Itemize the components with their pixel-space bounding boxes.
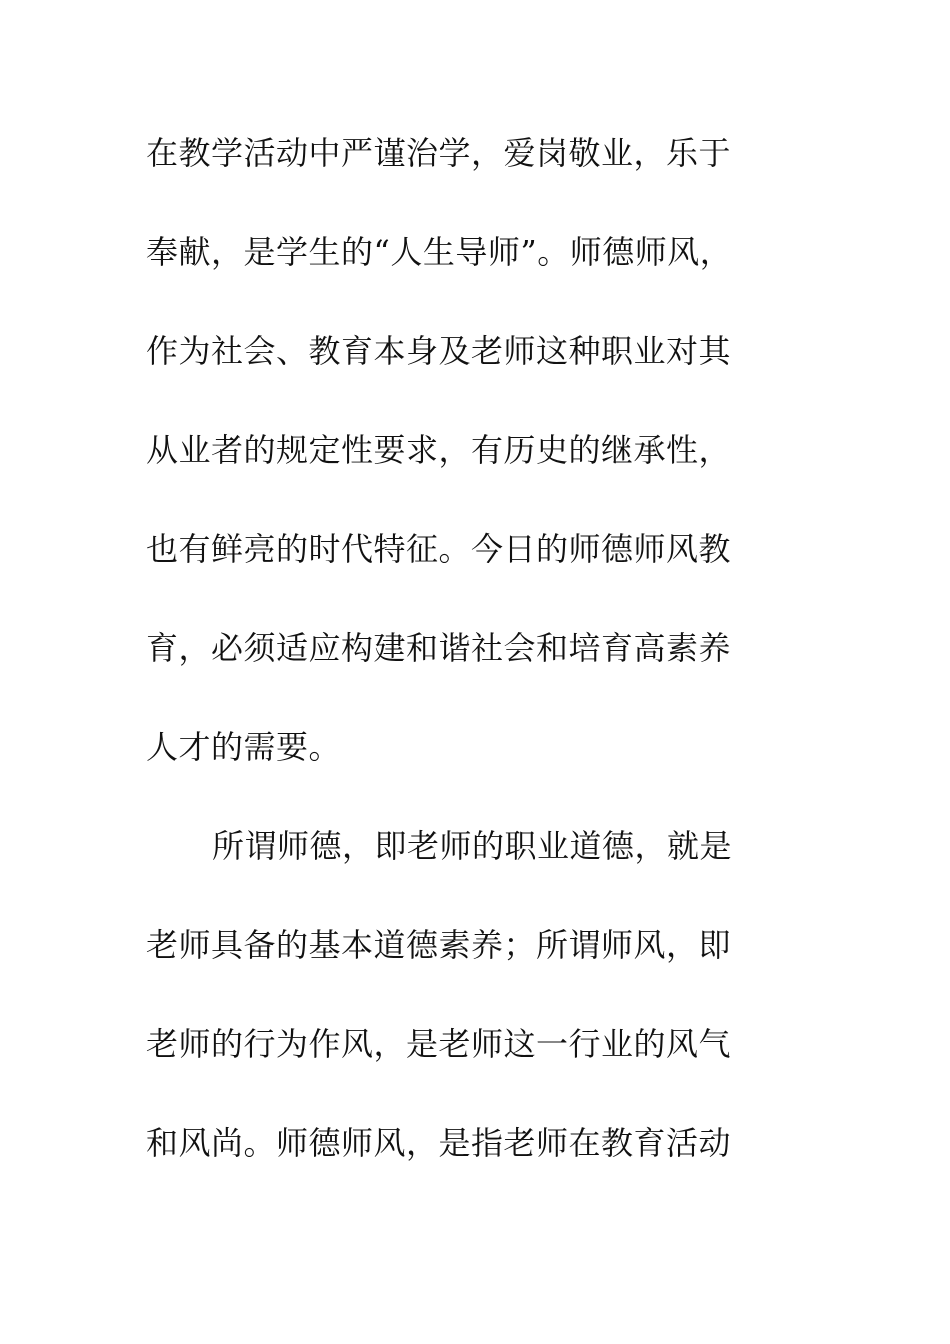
text-line: 老师具备的基本道德素养；所谓师风，即: [146, 926, 732, 964]
text-line: 和风尚。师德师风，是指老师在教育活动: [146, 1124, 732, 1162]
body-text: [146, 123, 786, 1212]
text-line: 老师的行为作风，是老师这一行业的风气: [146, 1025, 732, 1063]
text-line: 人才的需要。: [146, 728, 342, 766]
text-line: 也有鲜亮的时代特征。今日的师德师风教: [146, 530, 732, 568]
text-line: 作为社会、教育本身及老师这种职业对其: [146, 332, 732, 370]
text-line: 从业者的规定性要求，有历史的继承性，: [146, 431, 732, 469]
text-line: 奉献，是学生的“人生导师”。师德师风，: [146, 233, 733, 271]
text-line: 在教学活动中严谨治学，爱岗敬业，乐于: [146, 134, 732, 172]
paragraph-start-line: 所谓师德，即老师的职业道德，就是: [212, 827, 733, 865]
text-line: 育，必须适应构建和谐社会和培育高素养: [146, 629, 732, 667]
